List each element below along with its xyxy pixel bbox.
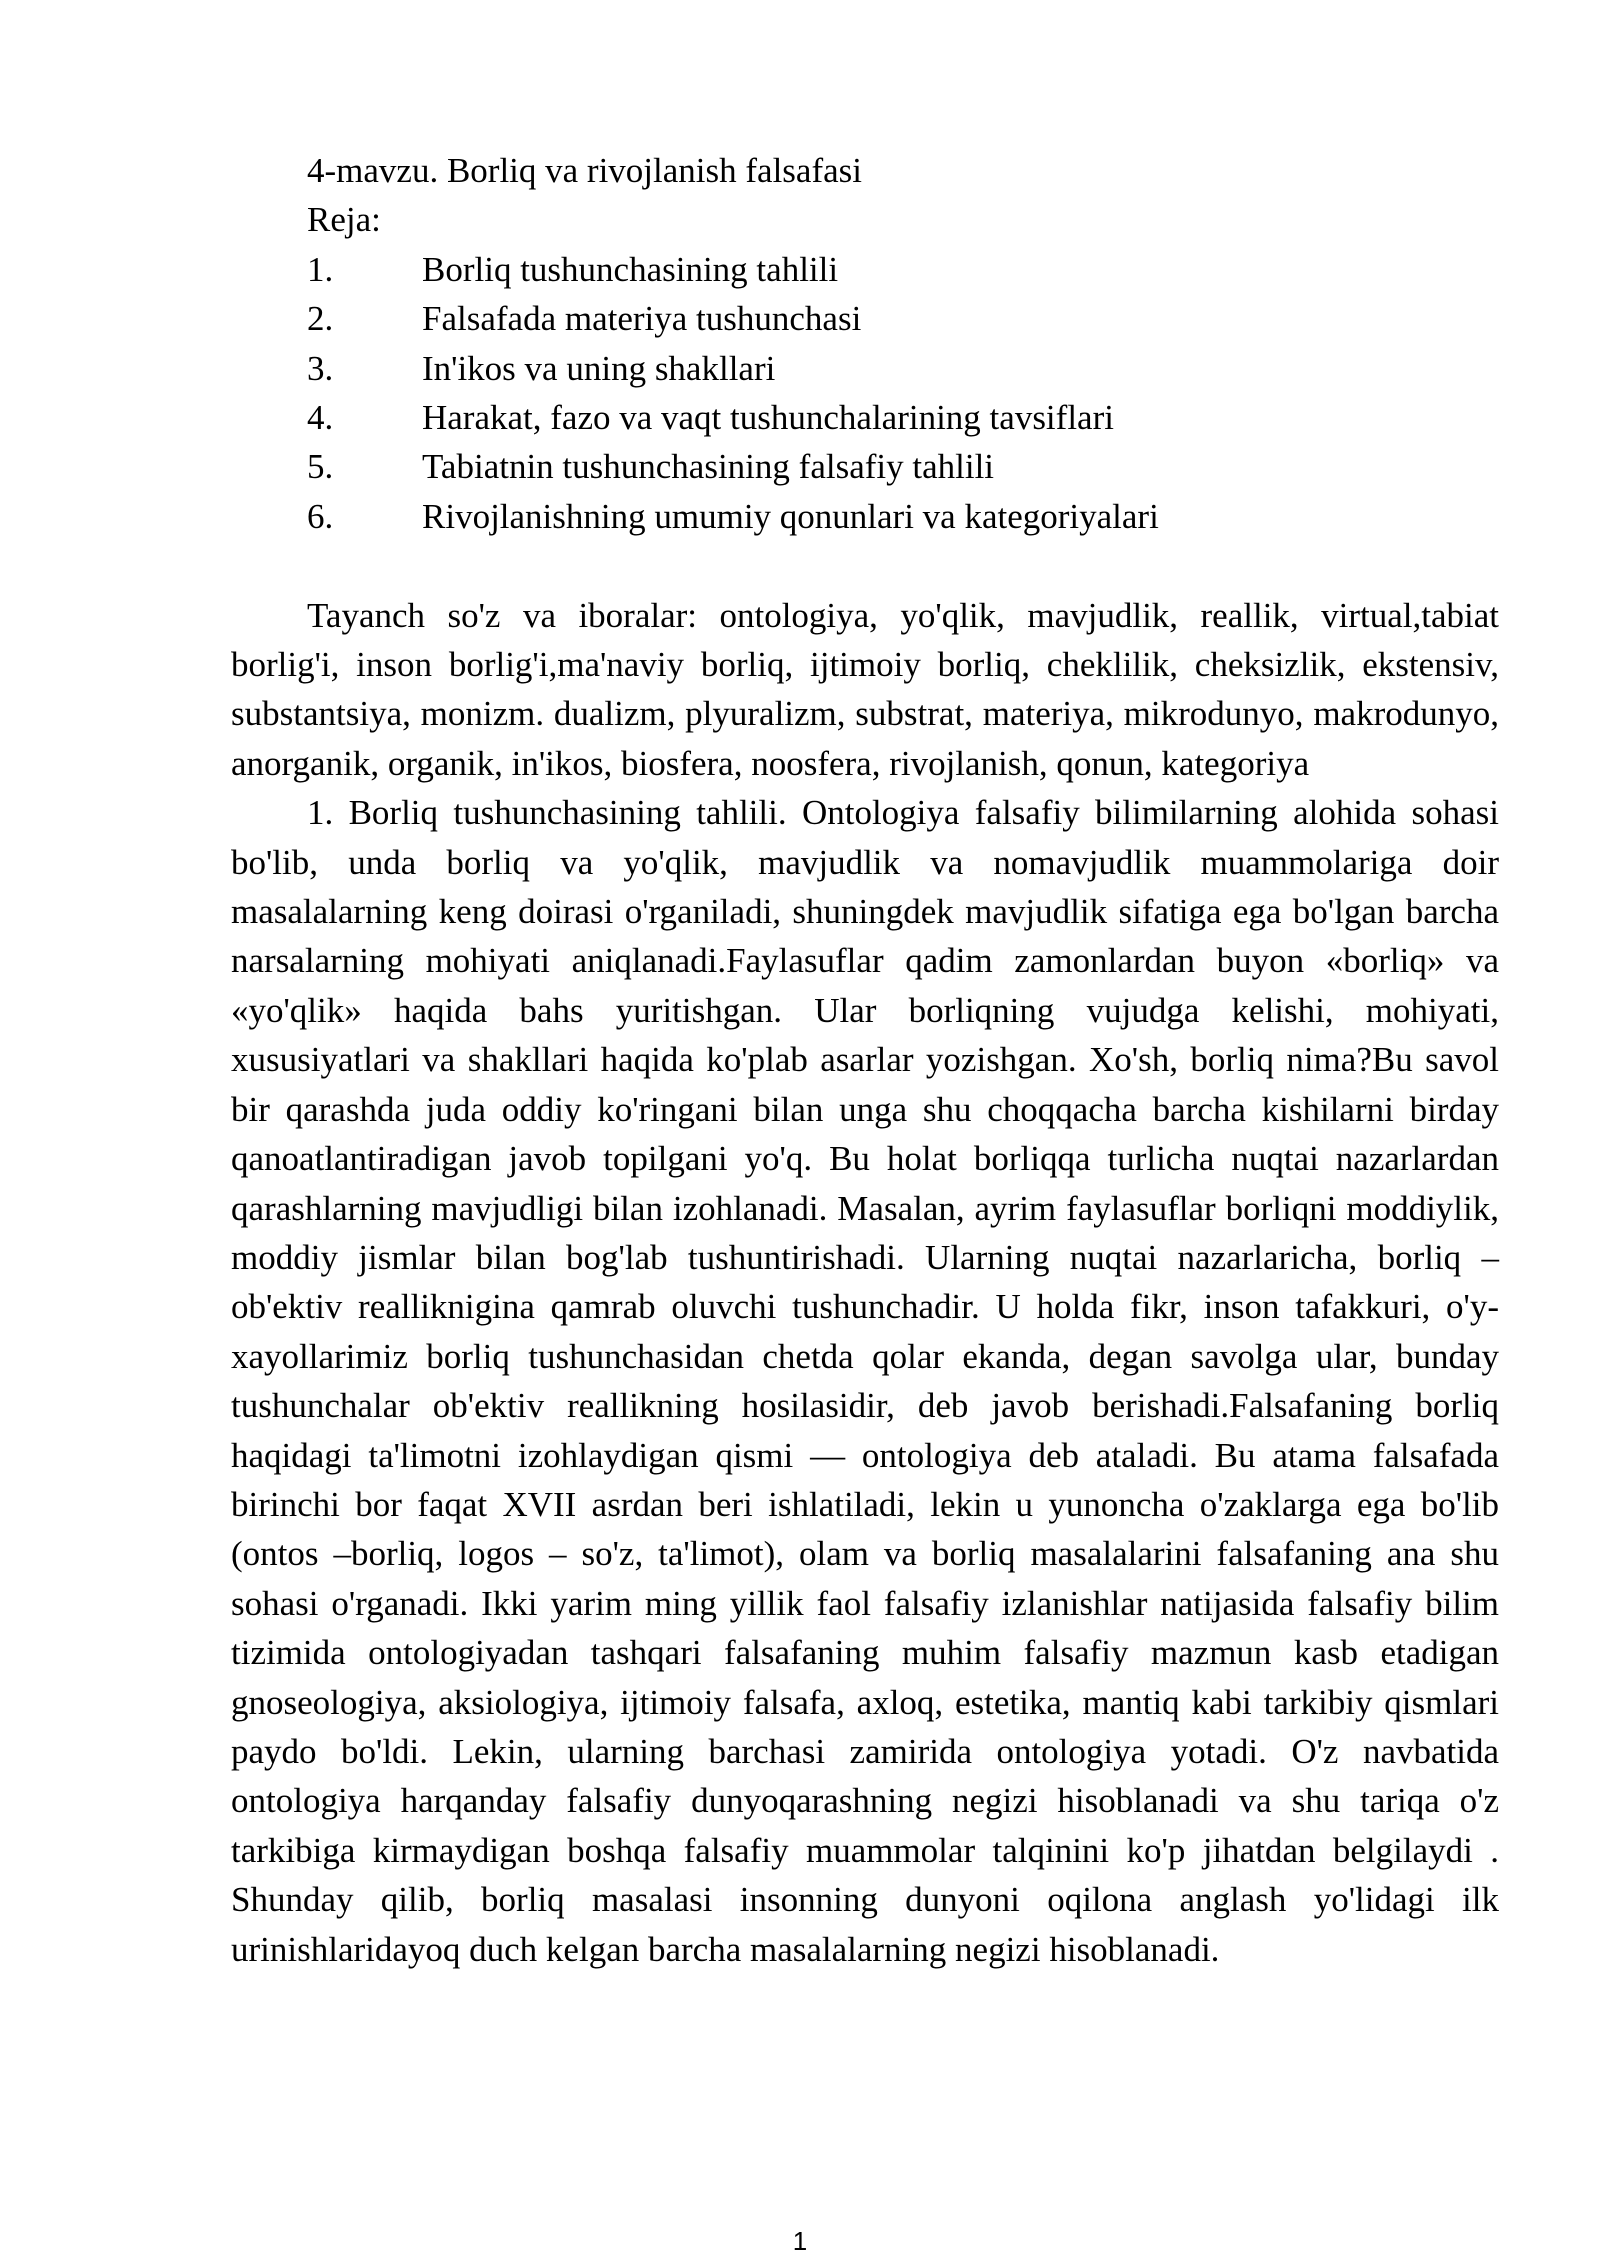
keywords-paragraph: Tayanch so'z va iboralar: ontologiya, yo'qlik, mavjudlik, reallik, virtual,tabiat borlig'i, inson borlig'i,ma'naviy borliq, ijtimoiy borliq, cheklilik, cheksizlik, ekstensiv, substantsiya, monizm. dualizm, plyuralizm, substrat, materiya, mikrodunyo, makrodunyo, anorganik, organik, in'ikos, biosfera, noosfera, rivojlanish, qonun, kategoriya (231, 595, 1499, 783)
body-paragraph: 1. Borliq tushunchasining tahlili. Ontologiya falsafiy bilimilarning alohida sohasi bo'lib, unda borliq va yo'qlik, mavjudlik va nomavjudlik muammolariga doir masalalarning keng doirasi o'rganiladi, shuningdek mavjudlik sifatiga ega bo'lgan barcha narsalarning mohiyati aniqlanadi.Faylasuflar qadim zamonlardan buyon «borliq» va «yo'qlik» haqida bahs yuritishgan. Ular borliqning vujudga kelishi, mohiyati, xususiyatlari va shakllari haqida ko'plab asarlar yozishgan. Xo'sh, borliq nima?Bu savol bir qarashda juda oddiy ko'ringani bilan unga shu choqqacha barcha kishilarni birday qanoatlantiradigan javob topilgani yo'q. Bu holat borliqqa turlicha nuqtai nazarlardan qarashlarning mavjudligi bilan izohlanadi. Masalan, ayrim faylasuflar borliqni moddiylik, moddiy jismlar bilan bog'lab tushuntirishadi. Ularning nuqtai nazarlaricha, borliq – ob'ektiv reallikniginа qamrab oluvchi tushunchadir. U holda fikr, inson tafakkuri, o'y-xayollarimiz borliq tushunchasidan chetda qolar ekanda, degan savolga ular, bunday tushunchalar ob'ektiv reallikning hosilasidir, deb javob berishadi.Falsafaning borliq haqidagi ta'limotni izohlaydigan qismi — ontologiya deb ataladi. Bu atama falsafada birinchi bor faqat XVII asrdan beri ishlatiladi, lekin u yunoncha o'zaklarga ega bo'lib (ontos –borliq, logos – so'z, ta'limot), olam va borliq masalalarini falsafaning ana shu sohasi o'rganadi. Ikki yarim ming yillik faol falsafiy izlanishlar natijasida falsafiy bilim tizimida ontologiyadan tashqari falsafaning muhim falsafiy mazmun kasb etadigan gnoseologiya, aksiologiya, ijtimoiy falsafa, axloq, estetika, mantiq kabi tarkibiy qismlari paydo bo'ldi. Lekin, ularning barchasi zamirida ontologiya yotadi. O'z navbatida ontologiya harqanday falsafiy dunyoqarashning negizi hisoblanadi va shu tariqa o'z tarkibiga kirmaydigan boshqa falsafiy muammolar talqinini ko'p jihatdan belgilaydi . Shunday qilib, borliq masalasi insonning dunyoni oqilona anglash yo'lidagi ilk urinishlaridayoq duch kelgan barcha masalalarning negizi hisoblanadi. (231, 793, 1499, 1969)
plan-item-number: 5. (307, 447, 334, 487)
plan-item (231, 245, 1499, 294)
plan-item-number: 4. (307, 398, 334, 438)
plan-item (231, 442, 1499, 491)
plan-item (231, 393, 1499, 442)
page-number: 1 (792, 2226, 808, 2256)
plan-item-number: 3. (307, 348, 334, 388)
page-content (231, 146, 1499, 1974)
plan-item-number: 1. (307, 249, 334, 289)
plan-item-number: 6. (307, 496, 334, 536)
plan-item-text: Harakat, fazo va vaqt tushunchalarining tavsiflari (422, 398, 1114, 438)
blank-line (231, 541, 1499, 590)
plan-item-text: Borliq tushunchasining tahlili (422, 249, 839, 289)
plan-heading: Reja: (307, 200, 381, 240)
plan-item (231, 344, 1499, 393)
plan-item-text: Falsafada materiya tushunchasi (422, 299, 862, 339)
plan-item-text: In'ikos va uning shakllari (422, 348, 776, 388)
plan-item-text: Rivojlanishning umumiy qonunlari va kategoriyalari (422, 496, 1159, 536)
plan-item-text: Tabiatnin tushunchasining falsafiy tahlili (422, 447, 995, 487)
plan-item (231, 492, 1499, 541)
plan-list (231, 245, 1499, 541)
page-title: 4-mavzu. Borliq va rivojlanish falsafasi (307, 151, 862, 190)
plan-item (231, 294, 1499, 343)
plan-item-number: 2. (307, 299, 334, 339)
